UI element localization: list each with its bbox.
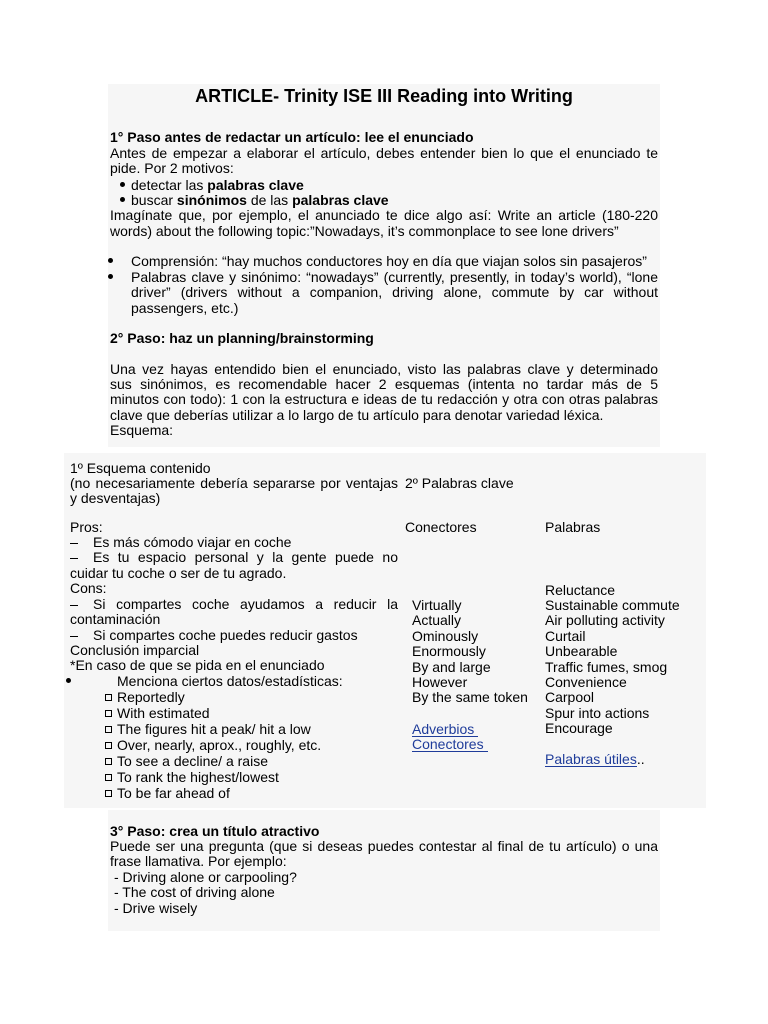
word-item: Curtail (545, 628, 586, 644)
word-item: Convenience (545, 674, 627, 690)
bullet-icon (120, 197, 125, 202)
connector-item: Enormously (412, 643, 486, 659)
title-example: - The cost of driving alone (114, 884, 275, 900)
step3-body-line: Puede ser una pregunta (que si deseas puedes contestar al final de tu artículo) o una (110, 838, 658, 854)
connector-item: Ominously (412, 628, 479, 644)
reason-text: detectar las (131, 177, 208, 193)
con-item: Si compartes coche puedes reducir gastos (93, 627, 358, 643)
con-item: Si compartes coche ayudamos a reducir la (93, 596, 398, 612)
reason-item-synonyms (131, 192, 389, 208)
square-bullet-icon (105, 774, 112, 781)
square-bullet-icon (105, 726, 112, 733)
bullet-icon (108, 274, 113, 279)
scheme-label: Esquema: (110, 422, 174, 438)
pros-label: Pros: (70, 519, 103, 535)
stats-phrase: Reportedly (117, 689, 185, 705)
stats-phrase: The figures hit a peak/ hit a low (117, 721, 311, 737)
useful-words-row (545, 751, 645, 767)
step2-body-line: minutos con todo): 1 con la estructura e ideas de tu redacción y otra con otras palabras (110, 391, 658, 407)
square-bullet-icon (105, 758, 112, 765)
step2-body-line: clave que deberías utilizar a lo largo de tu artículo para denotar variedad léxica. (110, 407, 604, 423)
connectors-header: Conectores (405, 519, 477, 535)
word-item: Reluctance (545, 582, 616, 598)
pro-item: Es tu espacio personal y la gente puede no (93, 549, 398, 565)
step1-intro-line: pide. Por 2 motivos: (110, 160, 234, 176)
square-bullet-icon (105, 742, 112, 749)
reason-keyword: sinónimos (176, 192, 247, 208)
reason-text: buscar (131, 192, 177, 208)
pro-item-continuation: cuidar tu coche o ser de tu agrado. (70, 565, 287, 581)
step1-heading: 1° Paso antes de redactar un artículo: lee el enunciado (110, 129, 474, 145)
word-item: Traffic fumes, smog (545, 659, 668, 675)
connector-item: Virtually (412, 597, 462, 613)
stats-phrase: To see a decline/ a raise (117, 753, 268, 769)
dash-icon (70, 543, 78, 544)
square-bullet-icon (105, 710, 112, 717)
connector-item: By and large (412, 659, 491, 675)
dash-icon (70, 605, 78, 606)
step2-body-line: Una vez hayas entendido bien el enunciado, visto las palabras clave y determinado (110, 361, 658, 377)
con-item-continuation: contaminación (70, 611, 161, 627)
word-item: Spur into actions (545, 705, 650, 721)
connector-item: However (412, 674, 468, 690)
adverbs-link-row (412, 721, 478, 737)
connectors-link[interactable]: Conectores (412, 737, 488, 752)
content-scheme-note-line: (no necesariamente debería separarse por ventajas (70, 475, 398, 491)
adverbs-link[interactable]: Adverbios (412, 722, 478, 737)
conclusion-label: Conclusión imparcial (70, 642, 200, 658)
words-header: Palabras (545, 519, 601, 535)
keywords-title: 2º Palabras clave (405, 475, 514, 491)
step2-heading: 2° Paso: haz un planning/brainstorming (110, 330, 374, 346)
word-item: Unbearable (545, 643, 618, 659)
stats-item: Menciona ciertos datos/estadísticas: (117, 673, 343, 689)
example-line: Imagínate que, por ejemplo, el anunciado te dice algo así: Write an article (180-220 (110, 207, 658, 223)
reason-keyword: palabras clave (207, 177, 304, 193)
reason-text: de las (246, 192, 293, 208)
cons-label: Cons: (70, 580, 107, 596)
title-example: - Drive wisely (114, 900, 198, 916)
analysis-item-comprehension: Comprensión: “hay muchos conductores hoy en día que viajan solos sin pasajeros” (131, 253, 647, 269)
word-item: Sustainable commute (545, 597, 680, 613)
connector-item: By the same token (412, 689, 528, 705)
step2-body-line: sus sinónimos, es recomendable hacer 2 esquemas (intenta no tardar más de 5 (110, 376, 658, 392)
connector-item: Actually (412, 612, 462, 628)
connectors-link-row (412, 736, 488, 752)
dash-icon (70, 558, 78, 559)
conditional-note: *En caso de que se pida en el enunciado (70, 657, 325, 673)
word-item: Air polluting activity (545, 612, 665, 628)
content-scheme-title: 1º Esquema contenido (70, 460, 211, 476)
dash-icon (70, 636, 78, 637)
content-scheme-note-line: y desventajas) (70, 490, 161, 506)
useful-words-link[interactable]: Palabras útiles (545, 751, 637, 767)
stats-phrase: To be far ahead of (117, 785, 230, 801)
pro-item: Es más cómodo viajar en coche (93, 534, 292, 550)
step3-heading: 3° Paso: crea un título atractivo (110, 823, 320, 839)
square-bullet-icon (105, 790, 112, 797)
useful-words-suffix: .. (636, 751, 645, 767)
document-title: ARTICLE- Trinity ISE III Reading into Writing (195, 86, 573, 106)
word-item: Carpool (545, 689, 595, 705)
stats-phrase: Over, nearly, aprox., roughly, etc. (117, 737, 322, 753)
analysis-item-keywords-line: passengers, etc.) (131, 300, 239, 316)
reason-keyword: palabras clave (292, 192, 389, 208)
example-line: words) about the following topic:”Nowadays, it’s commonplace to see lone drivers” (110, 223, 619, 239)
square-bullet-icon (105, 694, 112, 701)
step1-intro-line: Antes de empezar a elaborar el artículo, debes entender bien lo que el enunciado te (110, 145, 658, 161)
bullet-icon (66, 678, 71, 683)
reason-item-keywords (131, 177, 304, 193)
word-item: Encourage (545, 720, 613, 736)
bullet-icon (120, 182, 125, 187)
bullet-icon (108, 258, 113, 263)
stats-phrase: To rank the highest/lowest (117, 769, 279, 785)
analysis-item-keywords-line: Palabras clave y sinónimo: “nowadays” (currently, presently, in today’s world), “lone (131, 269, 658, 285)
step3-body-line: frase llamativa. Por ejemplo: (110, 853, 287, 869)
stats-phrase: With estimated (117, 705, 210, 721)
analysis-item-keywords-line: driver” (drivers without a companion, driving alone, commute by car without (131, 284, 658, 300)
title-example: - Driving alone or carpooling? (114, 869, 297, 885)
